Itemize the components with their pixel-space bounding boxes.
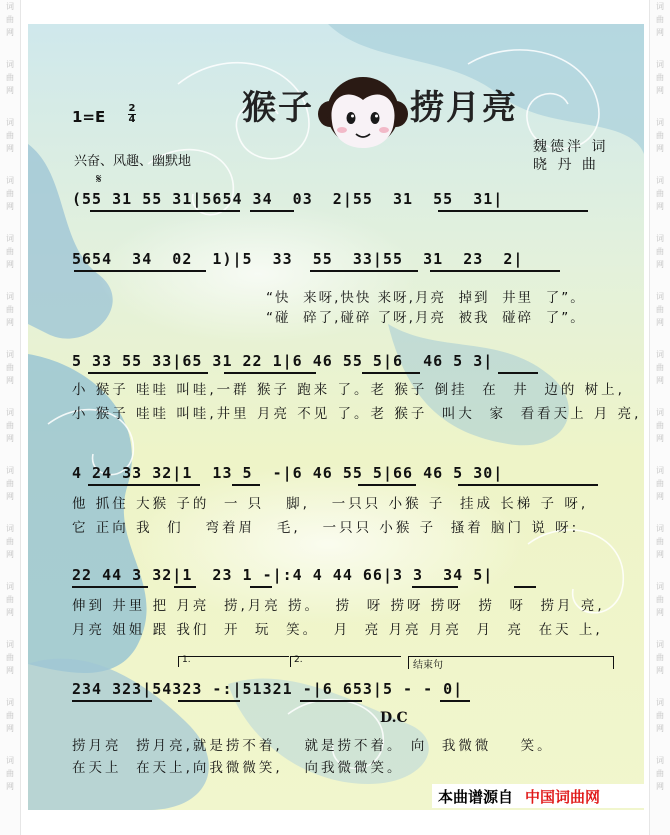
watermark-char: 曲 [656, 131, 664, 140]
watermark-char: 词 [6, 176, 14, 185]
watermark-char: 词 [6, 698, 14, 707]
song-title-right: 捞月亮 [410, 88, 518, 128]
lyric-line-6a: 捞月亮 捞月亮,就是捞不着, 就是捞不着。 向 我微微 笑。 [72, 738, 554, 754]
watermark-char: 词 [6, 2, 14, 11]
watermark-char: 网 [6, 550, 14, 559]
watermark-char: 词 [656, 118, 664, 127]
watermark-char: 曲 [6, 595, 14, 604]
music-sheet [28, 24, 644, 810]
volta-2: 2. [290, 656, 401, 667]
watermark-char: 曲 [6, 189, 14, 198]
composer-credit: 晓 丹 曲 [533, 157, 599, 173]
watermark-char: 网 [6, 608, 14, 617]
watermark-char: 网 [656, 666, 664, 675]
watermark-char: 词 [6, 60, 14, 69]
score-line-6: 234 323|54323 -:|51321 -|6 653|5 - - 0| [72, 680, 464, 698]
lyric-line-5a: 伸到 井里 把 月亮 捞,月亮 捞。 捞 呀 捞呀 捞呀 捞 呀 捞月 亮, [72, 598, 605, 614]
watermark-char: 曲 [656, 73, 664, 82]
source-label: 本曲谱源自 [438, 787, 514, 806]
watermark-char: 曲 [6, 769, 14, 778]
watermark-char: 曲 [656, 479, 664, 488]
song-title-left: 猴子 [242, 88, 314, 128]
watermark-char: 曲 [6, 653, 14, 662]
watermark-char: 网 [656, 144, 664, 153]
watermark-char: 词 [6, 118, 14, 127]
watermark-char: 网 [656, 28, 664, 37]
lyric-line-2b: “碰 碎了,碰碎 了呀,月亮 被我 碰碎 了”。 [266, 310, 586, 326]
watermark-char: 曲 [6, 15, 14, 24]
watermark-char: 网 [6, 28, 14, 37]
lyric-line-2a: “快 来呀,快快 来呀,月亮 掉到 井里 了”。 [266, 290, 586, 306]
da-capo-mark: D.C [380, 710, 408, 726]
time-signature-bottom: 4 [128, 114, 136, 125]
watermark-char: 网 [6, 202, 14, 211]
watermark-char: 词 [6, 524, 14, 533]
watermark-char: 网 [656, 86, 664, 95]
watermark-char: 曲 [656, 769, 664, 778]
lyric-line-4b: 它 正向 我 们 弯着眉 毛, 一只只 小猴 子 搔着 脑门 说 呀: [72, 520, 580, 536]
time-signature-top: 2 [128, 103, 136, 114]
watermark-char: 网 [656, 202, 664, 211]
lyric-line-3a: 小 猴子 哇哇 叫哇,一群 猴子 跑来 了。老 猴子 倒挂 在 井 边的 树上, [72, 382, 625, 398]
coda-ending-bracket: 结束句 [408, 656, 614, 669]
watermark-char: 曲 [656, 15, 664, 24]
watermark-char: 词 [656, 640, 664, 649]
lyric-line-5b: 月亮 姐姐 跟 我们 开 玩 笑。 月 亮 月亮 月亮 月 亮 在天 上, [72, 622, 603, 638]
watermark-char: 曲 [6, 421, 14, 430]
score-line-3: 5 33 55 33|65 31 22 1|6 46 55 5|6 46 5 3| [72, 352, 494, 370]
watermark-char: 词 [656, 698, 664, 707]
source-footer [432, 784, 648, 808]
lyric-line-4a: 他 抓住 大猴 子的 一 只 脚, 一只只 小猴 子 挂成 长梯 子 呀, [72, 496, 589, 512]
watermark-char: 网 [6, 144, 14, 153]
key-signature: 1=E [72, 108, 106, 126]
watermark-char: 曲 [6, 131, 14, 140]
watermark-char: 曲 [6, 73, 14, 82]
watermark-char: 曲 [6, 363, 14, 372]
watermark-char: 词 [6, 640, 14, 649]
watermark-char: 网 [6, 724, 14, 733]
watermark-char: 词 [6, 234, 14, 243]
segno-sign: 𝄋 [96, 172, 102, 187]
watermark-char: 曲 [656, 363, 664, 372]
watermark-char: 词 [656, 176, 664, 185]
lyricist-credit: 魏德泮 词 [533, 139, 609, 155]
watermark-char: 词 [656, 466, 664, 475]
watermark-char: 网 [656, 608, 664, 617]
watermark-char: 词 [6, 466, 14, 475]
watermark-char: 词 [6, 582, 14, 591]
score-line-2: 5654 34 02 1)|5 33 55 33|55 31 23 2| [72, 250, 524, 268]
watermark-char: 词 [656, 2, 664, 11]
watermark-char: 曲 [6, 711, 14, 720]
tempo-mood: 兴奋、风趣、幽默地 [74, 154, 192, 169]
watermark-char: 曲 [656, 247, 664, 256]
watermark-char: 网 [6, 376, 14, 385]
watermark-char: 网 [656, 318, 664, 327]
lyric-line-3b: 小 猴子 哇哇 叫哇,井里 月亮 不见 了。老 猴子 叫大 家 看看天上 月 亮, [72, 406, 642, 422]
watermark-char: 词 [6, 350, 14, 359]
site-name-link[interactable]: 中国词曲网 [525, 787, 601, 806]
watermark-char: 词 [656, 60, 664, 69]
watermark-char: 曲 [6, 305, 14, 314]
watermark-char: 网 [656, 260, 664, 269]
watermark-char: 网 [6, 782, 14, 791]
time-signature [127, 104, 137, 125]
watermark-char: 曲 [656, 653, 664, 662]
watermark-strip-left [0, 0, 21, 835]
watermark-char: 曲 [656, 189, 664, 198]
watermark-char: 词 [656, 408, 664, 417]
watermark-char: 网 [6, 86, 14, 95]
watermark-char: 曲 [656, 421, 664, 430]
watermark-char: 曲 [656, 305, 664, 314]
watermark-char: 网 [656, 550, 664, 559]
score-line-1: (55 31 55 31|5654 34 03 2|55 31 55 31| [72, 190, 504, 208]
watermark-char: 网 [6, 492, 14, 501]
lyric-line-6b: 在天上 在天上,向我微微笑, 向我微微笑。 [72, 760, 404, 776]
watermark-char: 网 [656, 434, 664, 443]
watermark-char: 词 [656, 524, 664, 533]
score-line-5: 22 44 3 32|1 23 1 -|:4 4 44 66|3 3 34 5| [72, 566, 494, 584]
watermark-char: 曲 [6, 537, 14, 546]
watermark-char: 词 [6, 292, 14, 301]
watermark-char: 词 [656, 582, 664, 591]
watermark-char: 词 [6, 756, 14, 765]
watermark-char: 网 [6, 260, 14, 269]
watermark-char: 曲 [656, 595, 664, 604]
watermark-strip-right [649, 0, 670, 835]
watermark-char: 网 [6, 318, 14, 327]
watermark-char: 网 [656, 492, 664, 501]
watermark-char: 词 [6, 408, 14, 417]
watermark-char: 网 [656, 376, 664, 385]
volta-1: 1. [178, 656, 289, 667]
monkey-face-icon [318, 74, 408, 152]
watermark-char: 词 [656, 234, 664, 243]
watermark-char: 网 [656, 782, 664, 791]
watermark-char: 网 [6, 434, 14, 443]
watermark-char: 网 [656, 724, 664, 733]
score-line-4: 4 24 33 32|1 13 5 -|6 46 55 5|66 46 5 30| [72, 464, 504, 482]
watermark-char: 词 [656, 350, 664, 359]
watermark-char: 曲 [656, 537, 664, 546]
watermark-char: 曲 [6, 247, 14, 256]
watermark-char: 网 [6, 666, 14, 675]
watermark-char: 曲 [6, 479, 14, 488]
watermark-char: 词 [656, 292, 664, 301]
watermark-char: 曲 [656, 711, 664, 720]
watermark-char: 词 [656, 756, 664, 765]
